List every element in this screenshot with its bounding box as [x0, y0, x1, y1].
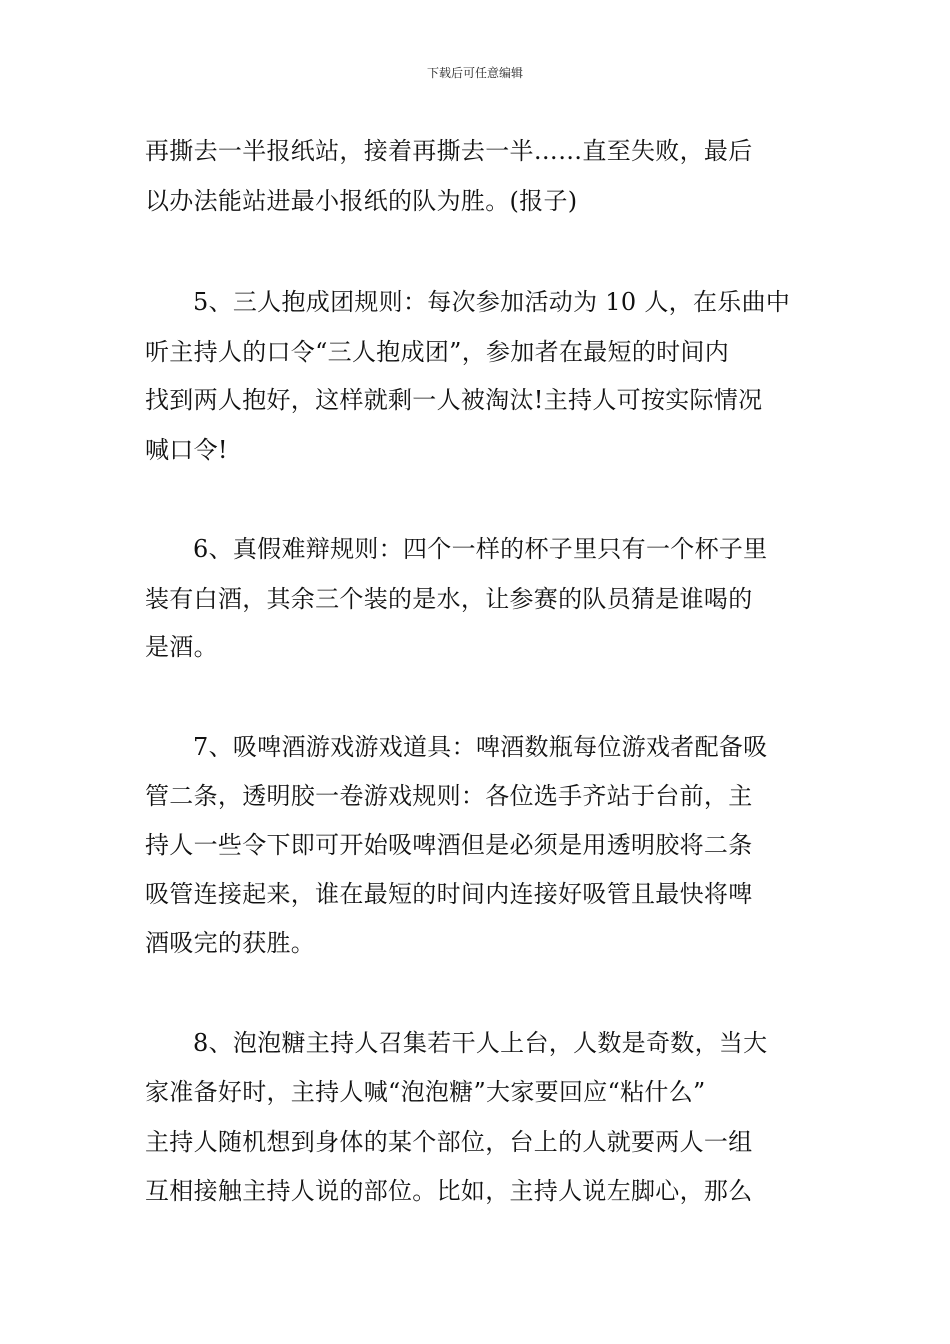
paragraph-line: 酒吸完的获胜。: [145, 929, 316, 957]
paragraph-line: 管二条，透明胶一卷游戏规则：各位选手齐站于台前，主: [145, 782, 753, 810]
paragraph-line: 听主持人的口令“三人抱成团”，参加者在最短的时间内: [145, 338, 730, 366]
paragraph-line: 找到两人抱好，这样就剩一人被淘汰!主持人可按实际情况: [145, 386, 763, 414]
paragraph-line: 持人一些令下即可开始吸啤酒但是必须是用透明胶将二条: [145, 831, 753, 859]
paragraph-line: 7、吸啤酒游戏游戏道具：啤酒数瓶每位游戏者配备吸: [193, 733, 768, 761]
paragraph-line: 家准备好时，主持人喊“泡泡糖”大家要回应“粘什么”: [145, 1078, 706, 1106]
paragraph-line: 吸管连接起来，谁在最短的时间内连接好吸管且最快将啤: [145, 880, 753, 908]
paragraph-line: 5、三人抱成团规则：每次参加活动为 10 人，在乐曲中: [193, 288, 791, 316]
paragraph-line: 是酒。: [145, 633, 218, 661]
paragraph-line: 主持人随机想到身体的某个部位，台上的人就要两人一组: [145, 1128, 753, 1156]
paragraph-line: 互相接触主持人说的部位。比如，主持人说左脚心，那么: [145, 1177, 753, 1205]
paragraph-line: 6、真假难辩规则：四个一样的杯子里只有一个杯子里: [193, 535, 768, 563]
paragraph-line: 再撕去一半报纸站，接着再撕去一半……直至失败，最后: [145, 137, 753, 165]
paragraph-line: 装有白酒，其余三个装的是水，让参赛的队员猜是谁喝的: [145, 585, 753, 613]
paragraph-line: 8、泡泡糖主持人召集若干人上台，人数是奇数，当大: [193, 1029, 768, 1057]
paragraph-line: 喊口令!: [145, 436, 228, 464]
page-header-note: 下载后可任意编辑: [426, 66, 523, 80]
paragraph-line: 以办法能站进最小报纸的队为胜。(报子): [145, 187, 578, 215]
